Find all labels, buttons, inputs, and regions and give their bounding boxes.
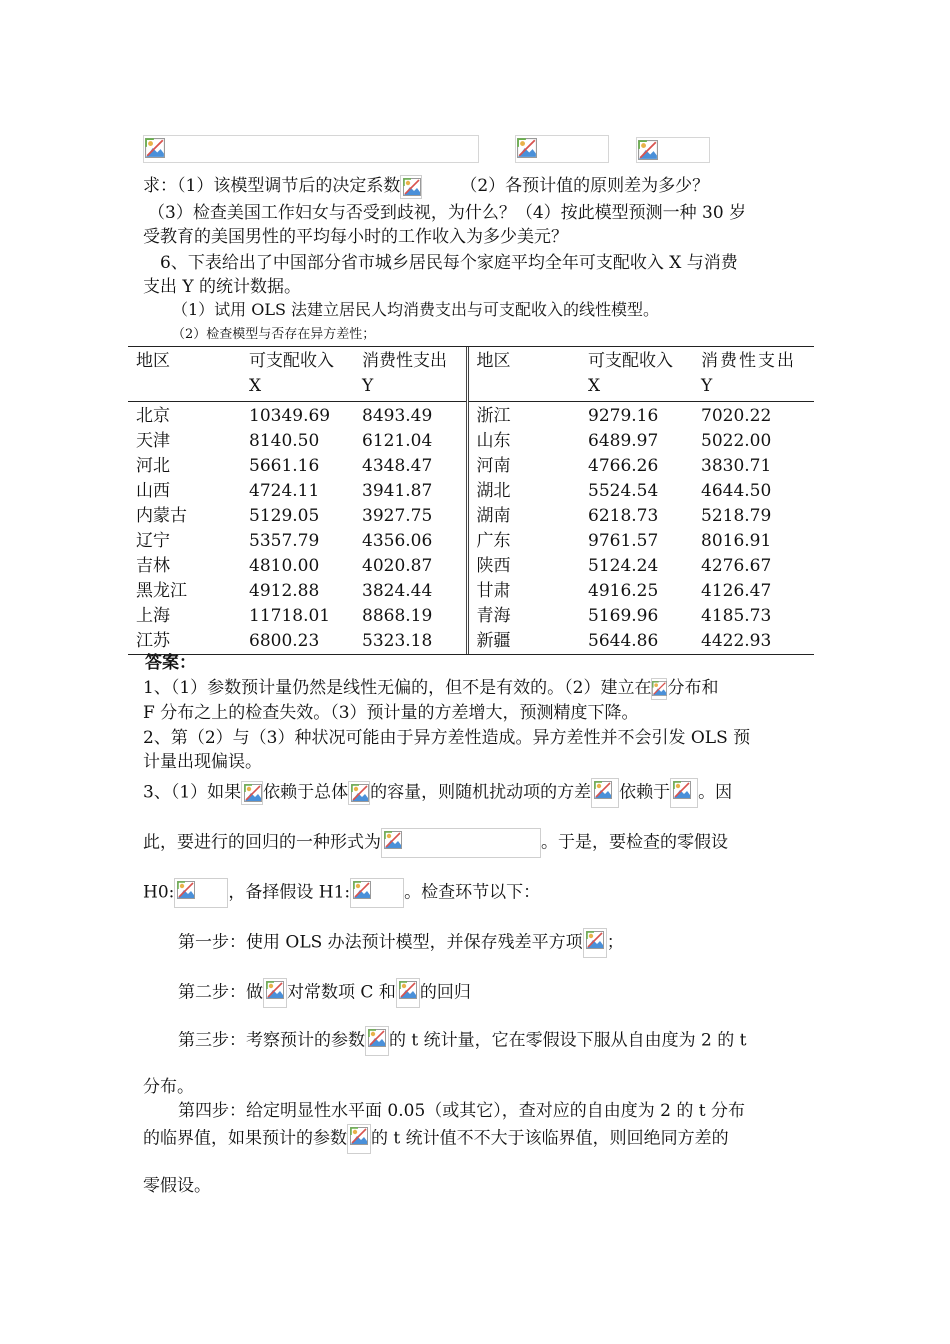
adjusted-r2-image (400, 175, 422, 199)
cell-income-x: 8140.50 (249, 431, 320, 451)
cell-income-x: 4916.25 (588, 581, 659, 601)
cell-region: 北京 (136, 406, 170, 426)
table-row (128, 402, 814, 430)
cell-region: 辽宁 (136, 531, 170, 551)
answer-2-line-1: 2、第（2）与（3）种状况可能由于异方差性造成。异方差性并不会引发 OLS 预 (143, 728, 751, 748)
cell-region: 天津 (136, 431, 170, 451)
null-hypothesis-image (174, 878, 228, 908)
header-income-2: 可支配收入 X (588, 351, 673, 396)
cell-consumption-y: 5218.79 (701, 506, 772, 526)
cell-region: 广东 (476, 531, 511, 551)
broken-image-icon (673, 781, 691, 799)
header-consumption-2: 消费性支出 Y (701, 351, 796, 396)
cell-consumption-y: 5022.00 (701, 431, 772, 451)
cell-consumption-y: 3927.75 (354, 504, 467, 529)
income-consumption-table (128, 346, 814, 655)
question-6-line-2: 支出 Y 的统计数据。 (143, 277, 302, 297)
cell-region: 湖南 (476, 506, 511, 526)
table-row (128, 604, 814, 629)
step-3-line-1: 第三步：考察预计的参数 的 t 统计量，它在零假设下服从自由度为 2 的 t (178, 1026, 747, 1056)
cell-region: 江苏 (136, 631, 170, 651)
equation-image-1 (143, 135, 479, 163)
broken-image-icon (586, 931, 604, 949)
header-region-2: 地区 (476, 351, 511, 371)
cell-region: 甘肃 (476, 581, 511, 601)
cell-income-x: 6489.97 (588, 431, 659, 451)
broken-image-icon (145, 138, 165, 158)
cell-consumption-y: 8868.19 (354, 604, 467, 629)
cell-region: 山东 (476, 431, 511, 451)
question-6-line-1: 6、下表给出了中国部分省市城乡居民每个家庭平均全年可支配收入 X 与消费 (160, 253, 738, 273)
question-line-3: 受教育的美国男性的平均每小时的工作收入为多少美元？ (143, 227, 568, 247)
cell-income-x: 5124.24 (588, 556, 659, 576)
cell-region: 山西 (136, 481, 170, 501)
cell-consumption-y: 4422.93 (701, 631, 772, 651)
cell-consumption-y: 4276.67 (701, 556, 772, 576)
var-image-1 (241, 781, 263, 805)
equation-image-2 (515, 135, 609, 163)
cell-consumption-y: 4126.47 (701, 581, 772, 601)
cell-region: 湖北 (476, 481, 511, 501)
step-4-line-2: 的临界值，如果预计的参数 的 t 统计值不不大于该临界值，则回绝同方差的 (143, 1124, 729, 1154)
cell-income-x: 10349.69 (249, 406, 331, 426)
broken-image-icon (353, 881, 371, 899)
cell-consumption-y: 3941.87 (354, 479, 467, 504)
cell-consumption-y: 4644.50 (701, 481, 772, 501)
header-consumption: 消费性支出 Y (354, 347, 467, 402)
step2-image-2 (396, 978, 420, 1008)
cell-income-x: 11718.01 (249, 606, 331, 626)
var-image-2 (348, 781, 370, 805)
cell-consumption-y: 4348.47 (354, 454, 467, 479)
cell-region: 青海 (476, 606, 511, 626)
broken-image-icon (517, 138, 537, 158)
answer-1-line-1: 1、（1）参数预计量仍然是线性无偏的，但不是有效的。（2）建立在 分布和 (143, 678, 719, 698)
cell-income-x: 5357.79 (249, 531, 320, 551)
broken-image-icon (403, 178, 421, 196)
broken-image-icon (350, 1127, 368, 1145)
alt-hypothesis-image (350, 878, 404, 908)
table-row (128, 504, 814, 529)
cell-region: 河北 (136, 456, 170, 476)
table-header-row (128, 347, 814, 402)
answer-3-line-2: 此，要进行的回归的一种形式为 。于是，要检查的零假设 (143, 828, 728, 858)
table-row (128, 579, 814, 604)
broken-image-icon (638, 140, 658, 160)
cell-income-x: 9761.57 (588, 531, 659, 551)
cell-income-x: 4724.11 (249, 481, 320, 501)
cell-income-x: 5661.16 (249, 456, 320, 476)
answer-heading: 答案： (145, 653, 196, 673)
cell-consumption-y: 3824.44 (354, 579, 467, 604)
step-1: 第一步：使用 OLS 办法预计模型，并保存残差平方项 ； (178, 928, 624, 958)
broken-image-icon (177, 881, 195, 899)
table-row (128, 479, 814, 504)
equation-image-3 (636, 137, 710, 163)
table-row (128, 454, 814, 479)
cell-region: 上海 (136, 606, 170, 626)
broken-image-icon (266, 981, 284, 999)
cell-consumption-y: 8016.91 (701, 531, 772, 551)
step-4-line-1: 第四步：给定明显性水平面 0.05（或其它），查对应的自由度为 2 的 t 分布 (178, 1101, 746, 1121)
parameter-image-1 (365, 1026, 389, 1056)
broken-image-icon (244, 784, 262, 802)
answer-3-line-3: H0: ，备择假设 H1: 。检查环节以下： (143, 878, 540, 908)
regression-form-image (381, 828, 541, 858)
step2-image-1 (263, 978, 287, 1008)
broken-image-icon (594, 781, 612, 799)
cell-income-x: 5524.54 (588, 481, 659, 501)
parameter-image-2 (347, 1124, 371, 1154)
cell-region: 黑龙江 (136, 581, 187, 601)
question-line-1: 求：（1）该模型调节后的决定系数 （2）各预计值的原则差为多少？ (143, 174, 709, 199)
cell-region: 内蒙古 (136, 506, 187, 526)
table-row (128, 554, 814, 579)
cell-income-x: 9279.16 (588, 406, 659, 426)
cell-consumption-y: 7020.22 (701, 406, 772, 426)
broken-image-icon (351, 784, 369, 802)
cell-region: 吉林 (136, 556, 170, 576)
broken-image-icon (384, 831, 402, 849)
cell-region: 河南 (476, 456, 511, 476)
cell-region: 新疆 (476, 631, 511, 651)
header-region: 地区 (136, 351, 170, 371)
broken-image-icon (399, 981, 417, 999)
broken-image-icon (652, 681, 667, 696)
cell-consumption-y: 5323.18 (354, 629, 467, 654)
var-image-3 (670, 778, 698, 808)
table-row (128, 629, 814, 654)
cell-income-x: 5169.96 (588, 606, 659, 626)
broken-image-icon (368, 1029, 386, 1047)
variance-image (591, 778, 619, 808)
cell-income-x: 5129.05 (249, 506, 320, 526)
cell-region: 陕西 (476, 556, 511, 576)
cell-income-x: 4912.88 (249, 581, 320, 601)
cell-income-x: 6800.23 (249, 631, 320, 651)
table-row (128, 429, 814, 454)
step-3-line-2: 分布。 (143, 1077, 194, 1097)
question-6-sub-1: （1）试用 OLS 法建立居民人均消费支出与可支配收入的线性模型。 (172, 300, 660, 319)
cell-income-x: 4810.00 (249, 556, 320, 576)
cell-consumption-y: 4185.73 (701, 606, 772, 626)
answer-1-line-2: F 分布之上的检查失效。（3）预计量的方差增大，预测精度下降。 (143, 703, 639, 723)
cell-consumption-y: 8493.49 (354, 402, 467, 430)
question-6-sub-2: （2）检查模型与否存在异方差性； (172, 327, 376, 342)
answer-3-line-1: 3、（1）如果 依赖于总体 的容量，则随机扰动项的方差 依赖于 。因 (143, 778, 732, 808)
step-2: 第二步：做 对常数项 C 和 的回归 (178, 978, 471, 1008)
cell-consumption-y: 4020.87 (354, 554, 467, 579)
table-row (128, 529, 814, 554)
cell-income-x: 4766.26 (588, 456, 659, 476)
cell-consumption-y: 6121.04 (354, 429, 467, 454)
cell-consumption-y: 4356.06 (354, 529, 467, 554)
cell-income-x: 6218.73 (588, 506, 659, 526)
question-line-2: （3）检查美国工作妇女与否受到歧视，为什么？（4）按此模型预测一种 30 岁 (148, 203, 747, 223)
header-income: 可支配收入 X (249, 351, 334, 396)
answer-2-line-2: 计量出现偏误。 (143, 752, 262, 772)
residual-squared-image (583, 928, 607, 958)
t-dist-image (651, 678, 667, 700)
cell-region: 浙江 (476, 406, 511, 426)
cell-consumption-y: 3830.71 (701, 456, 772, 476)
cell-income-x: 5644.86 (588, 631, 659, 651)
step-4-line-3: 零假设。 (143, 1176, 211, 1196)
